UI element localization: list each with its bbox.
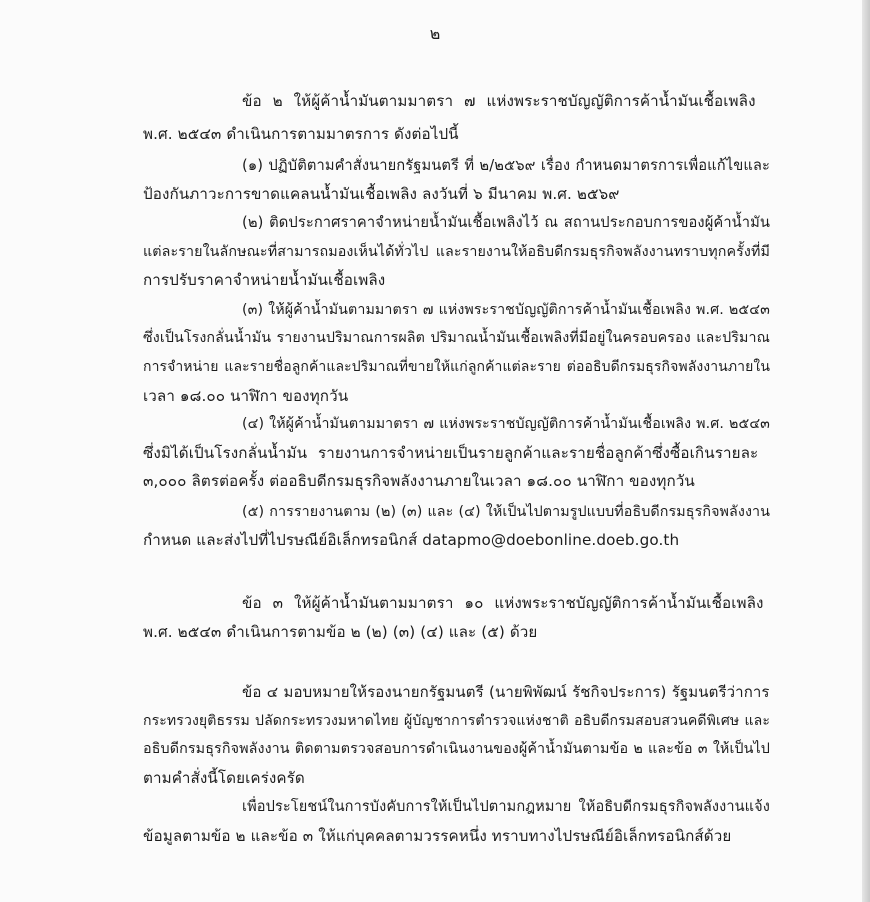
paragraph-4-line-3: การจำหน่าย และรายชื่อลูกค้าและปริมาณที่ขายให้แก่ลูกค้าแต่ละราย ต่ออธิบดีกรมธุรกิจพลังงานภายใน (143, 359, 770, 375)
paragraph-9-line-2: ข้อมูลตามข้อ ๒ และข้อ ๓ ให้แก่บุคคลตามวรรคหนึ่ง ทราบทางไปรษณีย์อิเล็กทรอนิกส์ด้วย (143, 827, 732, 845)
paragraph-6-line-2: กำหนด และส่งไปที่ไปรษณีย์อิเล็กทรอนิกส์ datapmo@doebonline.doeb.go.th (143, 531, 680, 549)
paragraph-7-line-2: พ.ศ. ๒๕๔๓ ดำเนินการตามข้อ ๒ (๒) (๓) (๔) และ (๕) ด้วย (143, 623, 538, 641)
paragraph-1-line-1: ข้อ ๒ ให้ผู้ค้าน้ำมันตามมาตรา ๗ แห่งพระราชบัญญัติการค้าน้ำมันเชื้อเพลิง (242, 92, 756, 110)
paragraph-7-line-1: ข้อ ๓ ให้ผู้ค้าน้ำมันตามมาตรา ๑๐ แห่งพระราชบัญญัติการค้าน้ำมันเชื้อเพลิง (242, 594, 764, 612)
paragraph-8-line-1: ข้อ ๔ มอบหมายให้รองนายกรัฐมนตรี (นายพิพัฒน์ รัชกิจประการ) รัฐมนตรีว่าการ (242, 683, 770, 701)
page-number: ๒ (429, 24, 441, 43)
paragraph-9-line-1: เพื่อประโยชน์ในการบังคับการให้เป็นไปตามกฎหมาย ให้อธิบดีกรมธุรกิจพลังงานแจ้ง (242, 798, 770, 815)
paragraph-8-line-2: กระทรวงยุติธรรม ปลัดกระทรวงมหาดไทย ผู้บัญชาการตำรวจแห่งชาติ อธิบดีกรมสอบสวนคดีพิเศษ และ (143, 713, 770, 729)
paragraph-1-line-2: พ.ศ. ๒๕๔๓ ดำเนินการตามมาตรการ ดังต่อไปนี้ (143, 125, 459, 143)
paragraph-2-line-1: (๑) ปฏิบัติตามคำสั่งนายกรัฐมนตรี ที่ ๒/๒๕๖๙ เรื่อง กำหนดมาตรการเพื่อแก้ไขและ (242, 157, 770, 174)
paragraph-3-line-1: (๒) ติดประกาศราคาจำหน่ายน้ำมันเชื้อเพลิงไว้ ณ สถานประกอบการของผู้ค้าน้ำมัน (242, 214, 770, 231)
paragraph-2-line-2: ป้องกันภาวะการขาดแคลนน้ำมันเชื้อเพลิง ลงวันที่ ๖ มีนาคม พ.ศ. ๒๕๖๙ (143, 185, 620, 203)
paragraph-3-line-2: แต่ละรายในลักษณะที่สามารถมองเห็นได้ทั่วไป และรายงานให้อธิบดีกรมธุรกิจพลังงานทราบทุกครั้งที่มี (143, 244, 770, 260)
paragraph-8-line-4: ตามคำสั่งนี้โดยเคร่งครัด (143, 769, 305, 787)
paragraph-6-line-1: (๕) การรายงานตาม (๒) (๓) และ (๔) ให้เป็นไปตามรูปแบบที่อธิบดีกรมธุรกิจพลังงาน (242, 504, 770, 520)
paragraph-4-line-1: (๓) ให้ผู้ค้าน้ำมันตามมาตรา ๗ แห่งพระราชบัญญัติการค้าน้ำมันเชื้อเพลิง พ.ศ. ๒๕๔๓ (242, 302, 770, 318)
paragraph-5-line-2: ซึ่งมิได้เป็นโรงกลั่นน้ำมัน รายงานการจำหน่ายเป็นรายลูกค้าและรายชื่อลูกค้าซึ่งซื้อเกินรายละ (143, 444, 759, 462)
paragraph-4-line-4: เวลา ๑๘.๐๐ นาฬิกา ของทุกวัน (143, 387, 349, 405)
paragraph-8-line-3: อธิบดีกรมธุรกิจพลังงาน ติดตามตรวจสอบการดำเนินงานของผู้ค้าน้ำมันตามข้อ ๒ และข้อ ๓ ให้เป็นไป (143, 741, 770, 757)
paragraph-5-line-3: ๓,๐๐๐ ลิตรต่อครั้ง ต่ออธิบดีกรมธุรกิจพลังงานภายในเวลา ๑๘.๐๐ นาฬิกา ของทุกวัน (143, 472, 695, 490)
paragraph-4-line-2: ซึ่งเป็นโรงกลั่นน้ำมัน รายงานปริมาณการผลิต ปริมาณน้ำมันเชื้อเพลิงที่มีอยู่ในครอบครอง และปริมาณ (143, 330, 770, 346)
page-edge-shadow (862, 0, 870, 902)
paragraph-5-line-1: (๔) ให้ผู้ค้าน้ำมันตามมาตรา ๗ แห่งพระราชบัญญัติการค้าน้ำมันเชื้อเพลิง พ.ศ. ๒๕๔๓ (242, 416, 770, 432)
paragraph-3-line-3: การปรับราคาจำหน่ายน้ำมันเชื้อเพลิง (143, 271, 386, 289)
